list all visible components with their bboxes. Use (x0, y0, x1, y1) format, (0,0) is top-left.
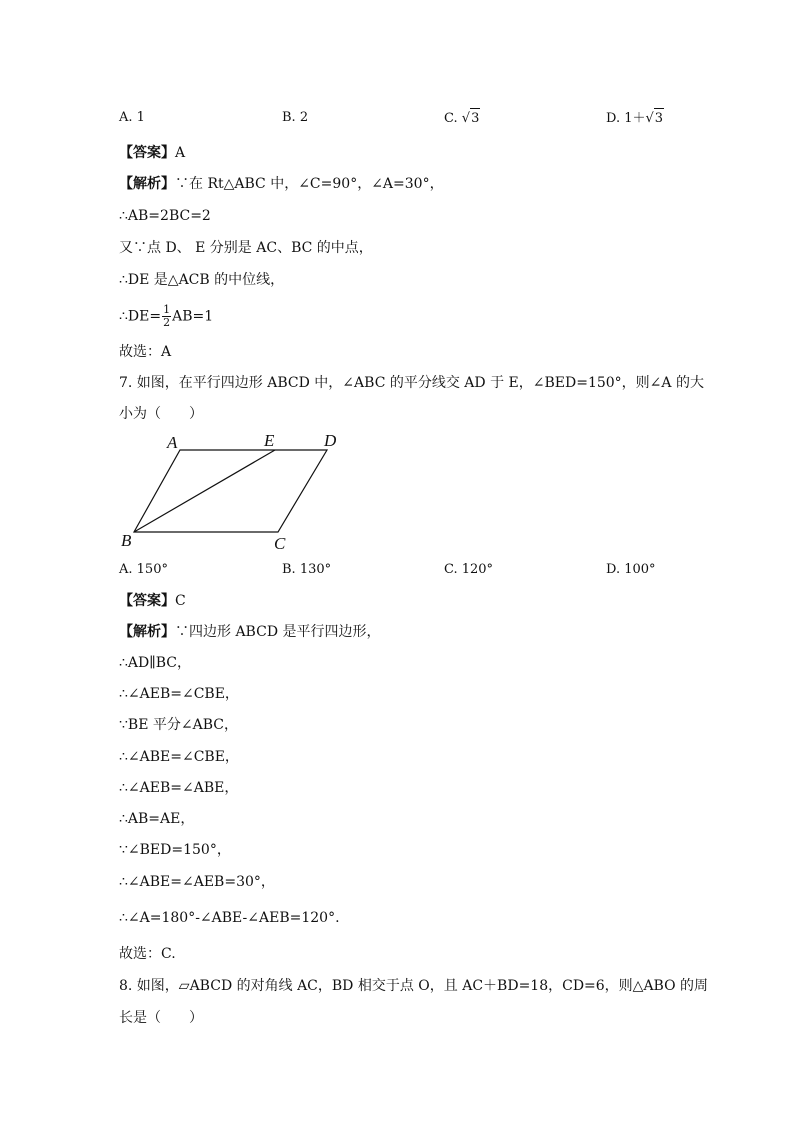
q6-option-d-prefix: D. 1＋ (606, 111, 646, 126)
sqrt-symbol: √ (645, 111, 654, 126)
q7-option-b: B. 130° (282, 562, 332, 577)
q6-option-a: A. 1 (119, 110, 145, 125)
answer-tag: 【答案】 (119, 145, 175, 161)
sqrt-symbol: √ (461, 111, 471, 126)
label-a: A (167, 433, 178, 452)
q6-option-c-radicand: 3 (470, 108, 480, 129)
q7-choose: 故选：C. (119, 946, 176, 962)
answer-tag: 【答案】 (119, 593, 175, 609)
analysis-tag: 【解析】 (119, 624, 175, 640)
q6-analysis-line-4: ∴DE 是△ACB 的中位线， (119, 272, 285, 288)
segment-be (134, 450, 275, 532)
q7-option-c: C. 120° (444, 562, 494, 577)
q8-stem-line-2: 长是（ ） (119, 1010, 203, 1026)
parallelogram-abcd (134, 450, 327, 532)
q7-analysis-line-6: ∴∠AEB=∠ABE， (119, 780, 239, 796)
q7-analysis-line-10: ∴∠A=180°-∠ABE-∠AEB=120°. (119, 910, 340, 926)
q7-analysis-line-3: ∴∠AEB=∠CBE， (119, 686, 239, 702)
fraction-numerator: 1 (163, 303, 171, 316)
q6-answer: A (175, 145, 186, 161)
label-d: D (324, 431, 337, 450)
fraction-half (162, 304, 171, 329)
label-e: E (264, 431, 275, 450)
q7-stem-line-2: 小为（ ） (119, 406, 203, 422)
q6-analysis-line-1 (119, 174, 444, 194)
q7-answer-line (119, 591, 186, 611)
parallelogram-figure (115, 428, 345, 553)
q6-analysis-text-1: ∵在 Rt△ABC 中，∠C=90°，∠A=30°， (175, 176, 444, 192)
analysis-tag: 【解析】 (119, 176, 175, 192)
q6-option-b: B. 2 (282, 110, 309, 125)
q7-analysis-line-1 (119, 622, 381, 642)
q6-choose: 故选：A (119, 344, 172, 360)
q6-analysis-line-5 (119, 304, 213, 329)
q7-analysis-line-7: ∴AB=AE， (119, 811, 195, 827)
q6-option-d (606, 108, 664, 129)
q7-analysis-line-5: ∴∠ABE=∠CBE， (119, 749, 239, 765)
fraction-denominator: 2 (163, 316, 171, 329)
q8-stem-line-1: 8. 如图，▱ABCD 的对角线 AC，BD 相交于点 O，且 AC＋BD=18，CD=6，则△ABO 的周 (119, 978, 709, 994)
q7-analysis-line-2: ∴AD∥BC， (119, 655, 191, 671)
q7-analysis-line-4: ∵BE 平分∠ABC， (119, 717, 238, 733)
label-c: C (274, 534, 286, 553)
q6-answer-line (119, 143, 185, 163)
q7-analysis-text-1: ∵四边形 ABCD 是平行四边形， (175, 624, 381, 640)
q6-analysis-line-2: ∴AB=2BC=2 (119, 208, 211, 224)
q6-line5-pre: ∴DE= (119, 308, 162, 325)
q7-option-a: A. 150° (119, 562, 168, 577)
q7-option-d: D. 100° (606, 562, 656, 577)
q6-analysis-line-3: 又∵点 D、 E 分别是 AC、BC 的中点， (119, 240, 373, 256)
q6-option-c-prefix: C. (444, 111, 458, 126)
q7-analysis-line-9: ∴∠ABE=∠AEB=30°， (119, 874, 275, 890)
q7-stem-line-1: 7. 如图，在平行四边形 ABCD 中，∠ABC 的平分线交 AD 于 E，∠BED=150°，则∠A 的大 (119, 375, 704, 391)
q6-option-c (444, 108, 480, 129)
q6-option-d-radicand: 3 (654, 108, 664, 129)
q6-line5-post: AB=1 (172, 308, 214, 325)
q7-answer: C (175, 593, 186, 609)
label-b: B (121, 531, 132, 550)
q7-analysis-line-8: ∵∠BED=150°， (119, 842, 231, 858)
